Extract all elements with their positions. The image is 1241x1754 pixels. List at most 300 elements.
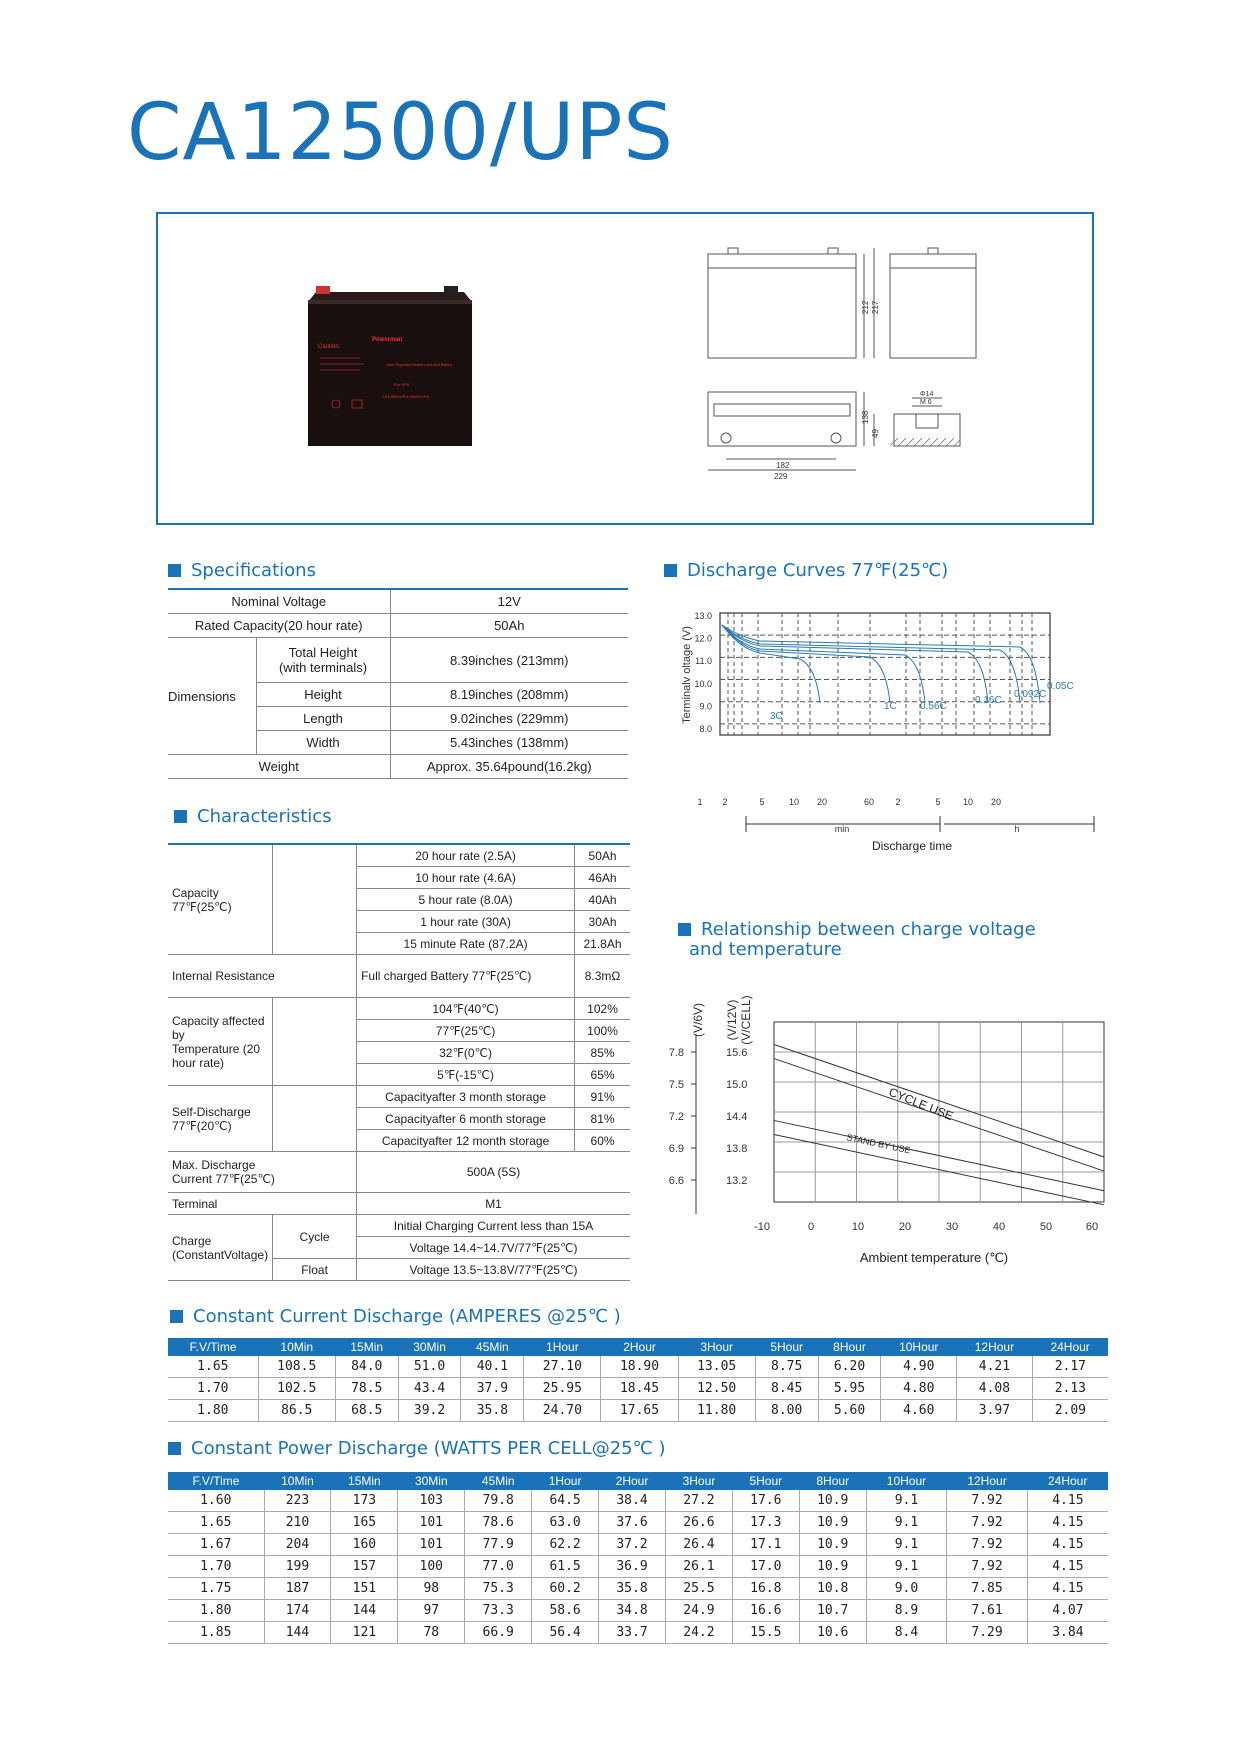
value-cell: 165 [331, 1512, 398, 1534]
value-cell: 17.3 [732, 1512, 799, 1534]
value-cell: 2.13 [1032, 1378, 1108, 1400]
temp-value: 102% [575, 998, 630, 1020]
dc-xtick-label: 10 [962, 797, 974, 807]
value-cell: 36.9 [599, 1556, 666, 1578]
max-discharge-label: Max. Discharge Current 77℉(25℃) [168, 1152, 357, 1193]
value-cell: 4.15 [1027, 1534, 1108, 1556]
value-cell: 26.6 [665, 1512, 732, 1534]
value-cell: 39.2 [398, 1400, 461, 1422]
value-cell: 86.5 [258, 1400, 335, 1422]
value-cell: 78.5 [335, 1378, 398, 1400]
value-cell: 5.95 [818, 1378, 881, 1400]
value-cell: 7.92 [947, 1534, 1028, 1556]
temp-value: 65% [575, 1064, 630, 1086]
ct-standby-label: STAND BY USE [845, 1132, 912, 1156]
ct-xtick-label: 60 [1085, 1221, 1099, 1233]
specifications-table [168, 590, 628, 779]
dim-width-229: 229 [774, 472, 788, 481]
internal-resistance-value: 8.3mΩ [575, 955, 630, 998]
dc-xtick-label: 5 [759, 797, 765, 807]
dc-xtick-label: 60 [863, 797, 875, 807]
value-cell: 8.4 [866, 1622, 947, 1644]
value-cell: 4.08 [957, 1378, 1033, 1400]
table-row [168, 1086, 630, 1108]
characteristics-table [168, 845, 630, 1281]
value-cell: 9.1 [866, 1490, 947, 1512]
discharge-curves-heading: Discharge Curves 77℉(25℃) [664, 560, 948, 581]
column-header: 10Hour [881, 1338, 957, 1356]
temp-value: 85% [575, 1042, 630, 1064]
value-cell: 26.1 [665, 1556, 732, 1578]
length-label: Length [256, 707, 390, 731]
dim-width-182: 182 [776, 461, 790, 470]
rated-capacity-value: 50Ah [390, 614, 628, 638]
table-row [168, 1622, 1108, 1644]
square-bullet-icon [168, 564, 181, 577]
column-header: 15Min [331, 1472, 398, 1490]
value-cell: 4.15 [1027, 1512, 1108, 1534]
temp-condition: 77℉(25℃) [357, 1020, 575, 1042]
battery-model: CA12500/UPS (50Ah/12V) [382, 394, 430, 399]
value-cell: 62.2 [532, 1534, 599, 1556]
dc-xlabel: Discharge time [871, 839, 953, 853]
value-cell: 10.6 [799, 1622, 866, 1644]
value-cell: 9.1 [866, 1534, 947, 1556]
dc-series-label: 0.56C [920, 701, 947, 712]
characteristics-heading: Characteristics [174, 806, 332, 827]
capacity-rate: 10 hour rate (4.6A) [357, 867, 575, 889]
value-cell: 37.2 [599, 1534, 666, 1556]
capacity-value: 21.8Ah [575, 933, 630, 955]
column-header: 15Min [335, 1338, 398, 1356]
capacity-value: 40Ah [575, 889, 630, 911]
value-cell: 25.5 [665, 1578, 732, 1600]
value-cell: 68.5 [335, 1400, 398, 1422]
column-header: 24Hour [1032, 1338, 1108, 1356]
value-cell: 34.8 [599, 1600, 666, 1622]
value-cell: 7.85 [947, 1578, 1028, 1600]
value-cell: 10.8 [799, 1578, 866, 1600]
value-cell: 7.92 [947, 1556, 1028, 1578]
value-cell: 4.21 [957, 1356, 1033, 1378]
value-cell: 4.15 [1027, 1556, 1108, 1578]
table-row [168, 1490, 1108, 1512]
temp-condition: 104℉(40℃) [357, 998, 575, 1020]
total-height-value: 8.39inches (213mm) [390, 638, 628, 683]
temp-condition: 32℉(0℃) [357, 1042, 575, 1064]
dc-series-label: 0.05C [1047, 681, 1074, 692]
value-cell: 18.90 [601, 1356, 678, 1378]
capacity-label: Capacity 77℉(25℃) [168, 845, 273, 955]
value-cell: 78.6 [465, 1512, 532, 1534]
ct-ytick-12v: 14.4 [726, 1111, 748, 1123]
final-voltage-cell: 1.65 [168, 1356, 258, 1378]
value-cell: 12.50 [678, 1378, 755, 1400]
temp-capacity-label: Capacity affected by Temperature (20 hour rate) [168, 998, 273, 1086]
self-discharge-value: 91% [575, 1086, 630, 1108]
column-header: 10Hour [866, 1472, 947, 1490]
capacity-spacer [273, 845, 357, 955]
column-header: 10Min [264, 1472, 331, 1490]
dim-terminal-diameter: Φ14 [920, 391, 934, 398]
value-cell: 84.0 [335, 1356, 398, 1378]
total-height-label: Total Height (with terminals) [256, 638, 390, 683]
final-voltage-cell: 1.75 [168, 1578, 264, 1600]
column-header: 2Hour [601, 1338, 678, 1356]
column-header: 3Hour [665, 1472, 732, 1490]
value-cell: 3.84 [1027, 1622, 1108, 1644]
final-voltage-cell: 1.70 [168, 1378, 258, 1400]
dim-height-217: 217 [871, 300, 880, 314]
value-cell: 7.92 [947, 1490, 1028, 1512]
ct-xtick-label: 20 [898, 1221, 912, 1233]
dc-ylabel: Terminalv oltage (V) [681, 626, 693, 724]
square-bullet-icon [168, 1442, 181, 1455]
dc-ytick-label: 12.0 [694, 633, 712, 644]
value-cell: 187 [264, 1578, 331, 1600]
column-header: F.V/Time [168, 1338, 258, 1356]
ct-ytick-6v: 7.5 [668, 1079, 684, 1091]
terminal-value: M1 [357, 1193, 630, 1215]
value-cell: 6.20 [818, 1356, 881, 1378]
terminal-label: Terminal [168, 1193, 357, 1215]
column-header: 10Min [258, 1338, 335, 1356]
value-cell: 43.4 [398, 1378, 461, 1400]
value-cell: 17.65 [601, 1400, 678, 1422]
value-cell: 78 [398, 1622, 465, 1644]
battery-brand: Powerman [372, 337, 403, 343]
weight-value: Approx. 35.64pound(16.2kg) [390, 755, 628, 779]
dc-series-label: 1C [884, 701, 897, 712]
value-cell: 7.61 [947, 1600, 1028, 1622]
float-label: Float [273, 1259, 357, 1281]
ct-xtick-label: 0 [807, 1221, 815, 1233]
value-cell: 100 [398, 1556, 465, 1578]
value-cell: 33.7 [599, 1622, 666, 1644]
ct-ytick-12v: 13.2 [726, 1175, 748, 1187]
value-cell: 16.8 [732, 1578, 799, 1600]
value-cell: 16.6 [732, 1600, 799, 1622]
value-cell: 37.6 [599, 1512, 666, 1534]
value-cell: 7.92 [947, 1512, 1028, 1534]
value-cell: 151 [331, 1578, 398, 1600]
final-voltage-cell: 1.60 [168, 1490, 264, 1512]
table-row [168, 1600, 1108, 1622]
capacity-value: 30Ah [575, 911, 630, 933]
constant-current-table [168, 1338, 1108, 1422]
column-header: F.V/Time [168, 1472, 264, 1490]
square-bullet-icon [170, 1310, 183, 1323]
rated-capacity-label: Rated Capacity(20 hour rate) [168, 614, 390, 638]
constant-current-heading: Constant Current Discharge (AMPERES @25℃ ) [170, 1306, 621, 1327]
final-voltage-cell: 1.80 [168, 1600, 264, 1622]
value-cell: 4.15 [1027, 1490, 1108, 1512]
dc-series-line [722, 625, 925, 703]
value-cell: 63.0 [532, 1512, 599, 1534]
height-label: Height [256, 683, 390, 707]
value-cell: 8.00 [755, 1400, 818, 1422]
dim-depth-49: 49 [871, 429, 880, 438]
value-cell: 10.7 [799, 1600, 866, 1622]
value-cell: 26.4 [665, 1534, 732, 1556]
cycle-value-1: Initial Charging Current less than 15A [357, 1215, 630, 1237]
table-row [168, 1512, 1108, 1534]
temp-spacer [273, 998, 357, 1086]
final-voltage-cell: 1.70 [168, 1556, 264, 1578]
value-cell: 18.45 [601, 1378, 678, 1400]
value-cell: 77.0 [465, 1556, 532, 1578]
ct-ytick-6v: 6.6 [668, 1175, 684, 1187]
value-cell: 24.2 [665, 1622, 732, 1644]
value-cell: 73.3 [465, 1600, 532, 1622]
constant-power-wrap [168, 1472, 1108, 1644]
value-cell: 11.80 [678, 1400, 755, 1422]
value-cell: 64.5 [532, 1490, 599, 1512]
table-row [168, 998, 630, 1020]
dc-ytick-label: 13.0 [694, 611, 712, 621]
temp-condition: 5℉(-15℃) [357, 1064, 575, 1086]
capacity-rate: 15 minute Rate (87.2A) [357, 933, 575, 955]
value-cell: 4.15 [1027, 1578, 1108, 1600]
column-header: 30Min [398, 1338, 461, 1356]
value-cell: 103 [398, 1490, 465, 1512]
battery-image [294, 278, 484, 448]
charge-temp-chart [664, 980, 1124, 1280]
self-discharge-value: 81% [575, 1108, 630, 1130]
value-cell: 2.09 [1032, 1400, 1108, 1422]
nominal-voltage-label: Nominal Voltage [168, 590, 390, 614]
value-cell: 10.9 [799, 1490, 866, 1512]
value-cell: 108.5 [258, 1356, 335, 1378]
table-row [168, 1400, 1108, 1422]
dc-ytick-label: 11.0 [695, 656, 712, 667]
value-cell: 173 [331, 1490, 398, 1512]
value-cell: 7.29 [947, 1622, 1028, 1644]
value-cell: 27.10 [524, 1356, 601, 1378]
dc-xtick-label: 1 [697, 797, 703, 807]
charge-temp-heading: Relationship between charge voltage and temperature [678, 920, 1036, 960]
temp-value: 100% [575, 1020, 630, 1042]
value-cell: 98 [398, 1578, 465, 1600]
value-cell: 25.95 [524, 1378, 601, 1400]
value-cell: 174 [264, 1600, 331, 1622]
weight-label: Weight [168, 755, 390, 779]
dc-xtick-label: 20 [816, 797, 828, 807]
square-bullet-icon [678, 923, 691, 936]
ct-xtick-label: 50 [1039, 1221, 1053, 1233]
dc-series-line [722, 625, 988, 703]
width-value: 5.43inches (138mm) [390, 731, 628, 755]
dc-xtick-label: 10 [788, 797, 800, 807]
value-cell: 17.1 [732, 1534, 799, 1556]
dimensions-label: Dimensions [168, 638, 256, 755]
column-header: 45Min [465, 1472, 532, 1490]
value-cell: 17.0 [732, 1556, 799, 1578]
value-cell: 101 [398, 1512, 465, 1534]
value-cell: 101 [398, 1534, 465, 1556]
ct-xtick-label: 30 [945, 1221, 959, 1233]
value-cell: 157 [331, 1556, 398, 1578]
value-cell: 66.9 [465, 1622, 532, 1644]
dc-series-label: 0.16C [975, 695, 1002, 706]
final-voltage-cell: 1.85 [168, 1622, 264, 1644]
dim-terminal-thread: M 6 [920, 399, 932, 406]
value-cell: 9.1 [866, 1512, 947, 1534]
self-discharge-value: 60% [575, 1130, 630, 1152]
final-voltage-cell: 1.67 [168, 1534, 264, 1556]
dc-series-line [722, 625, 1020, 703]
value-cell: 79.8 [465, 1490, 532, 1512]
specifications-table-wrap [168, 588, 628, 779]
column-header: 1Hour [524, 1338, 601, 1356]
value-cell: 4.60 [881, 1400, 957, 1422]
value-cell: 51.0 [398, 1356, 461, 1378]
value-cell: 37.9 [461, 1378, 524, 1400]
constant-power-heading: Constant Power Discharge (WATTS PER CELL@25℃ ) [168, 1438, 666, 1459]
self-spacer [273, 1086, 357, 1152]
value-cell: 199 [264, 1556, 331, 1578]
value-cell: 97 [398, 1600, 465, 1622]
value-cell: 3.97 [957, 1400, 1033, 1422]
value-cell: 9.1 [866, 1556, 947, 1578]
dc-series-line [722, 625, 1040, 703]
value-cell: 8.9 [866, 1600, 947, 1622]
value-cell: 17.6 [732, 1490, 799, 1512]
column-header: 24Hour [1027, 1472, 1108, 1490]
value-cell: 10.9 [799, 1534, 866, 1556]
value-cell: 38.4 [599, 1490, 666, 1512]
specifications-heading: Specifications [168, 560, 316, 581]
value-cell: 61.5 [532, 1556, 599, 1578]
value-cell: 35.8 [461, 1400, 524, 1422]
ct-ytick-12v: 15.0 [726, 1079, 748, 1091]
length-value: 9.02inches (229mm) [390, 707, 628, 731]
square-bullet-icon [174, 810, 187, 823]
value-cell: 35.8 [599, 1578, 666, 1600]
ct-xtick-label: -10 [754, 1221, 770, 1233]
ct-cycle-use-label: CYCLE USE [886, 1084, 956, 1124]
dim-height-212: 212 [861, 300, 870, 314]
table-row [168, 1578, 1108, 1600]
value-cell: 8.45 [755, 1378, 818, 1400]
battery-subtitle: Valve Regulated Sealed Lead-Acid Battery [386, 363, 453, 367]
cycle-label: Cycle [273, 1215, 357, 1259]
internal-resistance-cond: Full charged Battery 77℉(25℃) [357, 955, 575, 998]
column-header: 12Hour [947, 1472, 1028, 1490]
table-row [168, 1356, 1108, 1378]
value-cell: 223 [264, 1490, 331, 1512]
battery-for: For UPS [394, 382, 410, 387]
dc-ytick-label: 8.0 [699, 723, 712, 734]
self-discharge-label: Self-Discharge 77℉(20℃) [168, 1086, 273, 1152]
cycle-value-2: Voltage 14.4~14.7V/77℉(25℃) [357, 1237, 630, 1259]
max-discharge-value: 500A (5S) [357, 1152, 630, 1193]
value-cell: 40.1 [461, 1356, 524, 1378]
value-cell: 2.17 [1032, 1356, 1108, 1378]
product-image-box [156, 212, 1094, 525]
table-row [168, 845, 630, 867]
value-cell: 24.70 [524, 1400, 601, 1422]
value-cell: 5.60 [818, 1400, 881, 1422]
dc-h-label: h [1014, 824, 1020, 834]
internal-resistance-label: Internal Resistance [168, 955, 357, 998]
value-cell: 9.0 [866, 1578, 947, 1600]
value-cell: 60.2 [532, 1578, 599, 1600]
dc-xtick-label: 2 [722, 797, 728, 807]
value-cell: 75.3 [465, 1578, 532, 1600]
constant-current-wrap [168, 1338, 1108, 1422]
value-cell: 77.9 [465, 1534, 532, 1556]
value-cell: 4.07 [1027, 1600, 1108, 1622]
capacity-rate: 5 hour rate (8.0A) [357, 889, 575, 911]
height-value: 8.19inches (208mm) [390, 683, 628, 707]
ct-ytick-12v: 13.8 [726, 1143, 748, 1155]
dc-xtick-label: 2 [895, 797, 901, 807]
ct-ytick-6v: 6.9 [668, 1143, 684, 1155]
float-value: Voltage 13.5~13.8V/77℉(25℃) [357, 1259, 630, 1281]
column-header: 2Hour [599, 1472, 666, 1490]
value-cell: 8.75 [755, 1356, 818, 1378]
charge-label: Charge (ConstantVoltage) [168, 1215, 273, 1281]
value-cell: 4.80 [881, 1378, 957, 1400]
value-cell: 121 [331, 1622, 398, 1644]
value-cell: 58.6 [532, 1600, 599, 1622]
column-header: 30Min [398, 1472, 465, 1490]
value-cell: 10.9 [799, 1556, 866, 1578]
discharge-curves-chart [672, 600, 1112, 860]
value-cell: 144 [264, 1622, 331, 1644]
ct-xtick-label: 40 [992, 1221, 1006, 1233]
nominal-voltage-value: 12V [390, 590, 628, 614]
value-cell: 160 [331, 1534, 398, 1556]
value-cell: 13.05 [678, 1356, 755, 1378]
value-cell: 10.9 [799, 1512, 866, 1534]
width-label: Width [256, 731, 390, 755]
final-voltage-cell: 1.65 [168, 1512, 264, 1534]
capacity-value: 50Ah [575, 845, 630, 867]
column-header: 45Min [461, 1338, 524, 1356]
value-cell: 24.9 [665, 1600, 732, 1622]
column-header: 8Hour [799, 1472, 866, 1490]
battery-caution: Caution: [318, 344, 341, 350]
page-title: CA12500/UPS [127, 88, 674, 178]
dc-min-label: min [834, 824, 850, 834]
ct-ytick-6v: 7.2 [668, 1111, 684, 1123]
characteristics-table-wrap [168, 843, 630, 1281]
column-header: 5Hour [755, 1338, 818, 1356]
square-bullet-icon [664, 564, 677, 577]
value-cell: 102.5 [258, 1378, 335, 1400]
capacity-rate: 1 hour rate (30A) [357, 911, 575, 933]
value-cell: 15.5 [732, 1622, 799, 1644]
ct-ytick-12v: 15.6 [726, 1047, 748, 1059]
ct-xtick-label: 10 [851, 1221, 865, 1233]
value-cell: 210 [264, 1512, 331, 1534]
dc-xtick-label: 5 [935, 797, 941, 807]
dc-series-label: 0.092C [1014, 689, 1047, 700]
table-row [168, 1378, 1108, 1400]
ct-y2label: (V/12V) [725, 999, 739, 1041]
table-row [168, 1556, 1108, 1578]
ct-xlabel: Ambient temperature (℃) [859, 1250, 1009, 1265]
dimension-drawings [698, 234, 1078, 524]
value-cell: 56.4 [532, 1622, 599, 1644]
dc-xtick-label: 20 [990, 797, 1002, 807]
column-header: 8Hour [818, 1338, 881, 1356]
value-cell: 27.2 [665, 1490, 732, 1512]
column-header: 3Hour [678, 1338, 755, 1356]
final-voltage-cell: 1.80 [168, 1400, 258, 1422]
